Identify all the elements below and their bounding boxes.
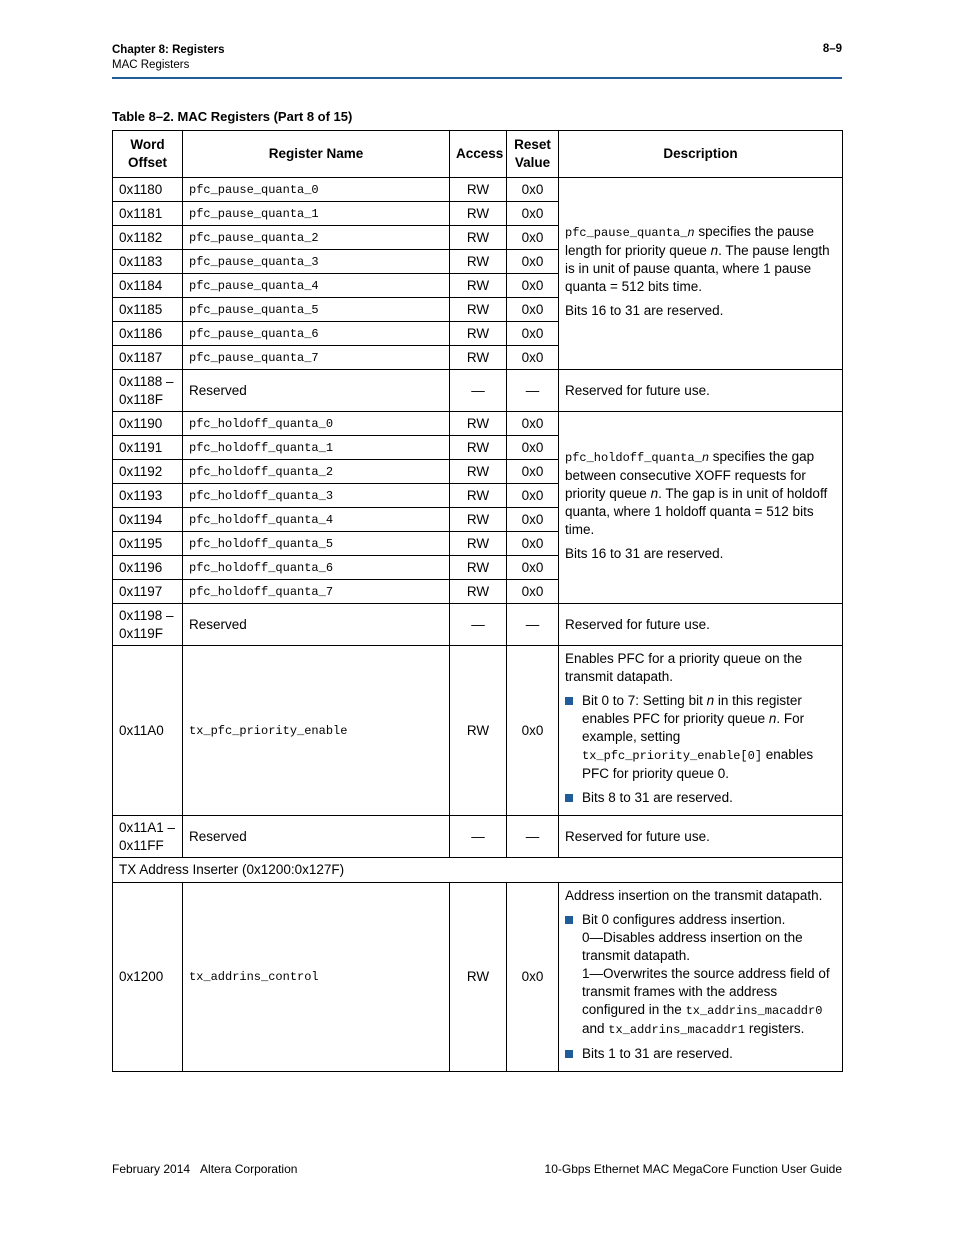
register-name: pfc_pause_quanta_0 xyxy=(183,178,450,202)
header-rule xyxy=(112,77,842,79)
code-text: pfc_pause_quanta_ xyxy=(565,226,688,240)
access: — xyxy=(450,370,507,412)
word-offset: 0x1186 xyxy=(113,322,183,346)
reset-value: — xyxy=(507,370,559,412)
register-name: pfc_holdoff_quanta_7 xyxy=(183,580,450,604)
access: RW xyxy=(450,346,507,370)
var-text: n xyxy=(710,243,719,258)
register-name: Reserved xyxy=(183,604,450,646)
footer-company: Altera Corporation xyxy=(200,1162,298,1176)
table-row xyxy=(113,412,843,436)
reset-value: — xyxy=(507,604,559,646)
description-pfc-pause-quanta xyxy=(559,178,843,370)
desc-text: 0—Disables address insertion on the transmit datapath. xyxy=(582,930,803,963)
register-name: Reserved xyxy=(183,816,450,858)
word-offset: 0x1191 xyxy=(113,436,183,460)
reset-value: 0x0 xyxy=(507,322,559,346)
register-name: pfc_pause_quanta_7 xyxy=(183,346,450,370)
desc-text: and xyxy=(582,1021,609,1036)
reset-value: 0x0 xyxy=(507,532,559,556)
word-offset: 0x1185 xyxy=(113,298,183,322)
reset-value: 0x0 xyxy=(507,202,559,226)
col-header-reset-value: Reset Value xyxy=(507,131,559,178)
table-row xyxy=(113,370,843,412)
access: — xyxy=(450,816,507,858)
access: RW xyxy=(450,412,507,436)
desc-text: Bit 0 to 7: Setting bit xyxy=(582,693,707,708)
reset-value: 0x0 xyxy=(507,556,559,580)
var-text: n xyxy=(687,226,695,240)
description-pfc-holdoff-quanta xyxy=(559,412,843,604)
word-offset: 0x1197 xyxy=(113,580,183,604)
reset-value: — xyxy=(507,816,559,858)
desc-text: registers. xyxy=(745,1021,805,1036)
access: RW xyxy=(450,250,507,274)
footer-date: February 2014 xyxy=(112,1162,191,1176)
desc-text: Bits 16 to 31 are reserved. xyxy=(565,303,724,318)
square-bullet-icon xyxy=(565,1050,573,1058)
col-header-word-offset: Word Offset xyxy=(113,131,183,178)
word-offset: 0x1187 xyxy=(113,346,183,370)
var-text: n xyxy=(768,711,777,726)
code-text: pfc_holdoff_quanta_ xyxy=(565,451,702,465)
word-offset: 0x1188 – 0x118F xyxy=(113,370,183,412)
footer-left xyxy=(112,1162,297,1176)
register-name: tx_pfc_priority_enable xyxy=(183,646,450,816)
reset-value: 0x0 xyxy=(507,250,559,274)
desc-text: Bits 1 to 31 are reserved. xyxy=(582,1046,733,1061)
mac-registers-table xyxy=(112,130,843,1072)
desc-text: specifies the gap between consecutive XOFF requests for priority queue xyxy=(565,449,815,501)
word-offset: 0x1182 xyxy=(113,226,183,250)
col-header-register-name: Register Name xyxy=(183,131,450,178)
word-offset: 0x1194 xyxy=(113,508,183,532)
register-name: pfc_pause_quanta_2 xyxy=(183,226,450,250)
word-offset: 0x1200 xyxy=(113,883,183,1072)
reset-value: 0x0 xyxy=(507,178,559,202)
code-text: tx_pfc_priority_enable[0] xyxy=(582,749,763,763)
access: RW xyxy=(450,436,507,460)
word-offset: 0x1198 – 0x119F xyxy=(113,604,183,646)
footer-title: 10-Gbps Ethernet MAC MegaCore Function User Guide xyxy=(544,1162,842,1176)
word-offset: 0x11A0 xyxy=(113,646,183,816)
var-text: n xyxy=(650,486,659,501)
word-offset: 0x1180 xyxy=(113,178,183,202)
square-bullet-icon xyxy=(565,916,573,924)
code-text: tx_addrins_macaddr1 xyxy=(608,1023,746,1037)
register-name: pfc_holdoff_quanta_6 xyxy=(183,556,450,580)
reset-value: 0x0 xyxy=(507,226,559,250)
desc-text: Bits 8 to 31 are reserved. xyxy=(582,790,733,805)
table-row xyxy=(113,178,843,202)
reset-value: 0x0 xyxy=(507,484,559,508)
table-row xyxy=(113,816,843,858)
access: RW xyxy=(450,322,507,346)
register-name: pfc_pause_quanta_4 xyxy=(183,274,450,298)
desc-text: . The gap is in unit of holdoff quanta, where 1 holdoff quanta = 512 bits time. xyxy=(565,486,828,537)
word-offset: 0x1183 xyxy=(113,250,183,274)
register-name: pfc_pause_quanta_6 xyxy=(183,322,450,346)
square-bullet-icon xyxy=(565,794,573,802)
word-offset: 0x1190 xyxy=(113,412,183,436)
description-tx-pfc-priority-enable xyxy=(559,646,843,816)
desc-text: Address insertion on the transmit datapath. xyxy=(565,888,823,903)
desc-text: Bit 0 configures address insertion. xyxy=(582,912,786,927)
desc-text: specifies the pause length for priority queue xyxy=(565,224,814,258)
table-row xyxy=(113,883,843,1072)
list-item xyxy=(565,692,836,783)
word-offset: 0x11A1 – 0x11FF xyxy=(113,816,183,858)
chapter-title: Chapter 8: Registers xyxy=(112,44,225,56)
running-header xyxy=(112,43,224,73)
access: RW xyxy=(450,460,507,484)
register-name: pfc_holdoff_quanta_3 xyxy=(183,484,450,508)
description: Reserved for future use. xyxy=(559,370,843,412)
reset-value: 0x0 xyxy=(507,274,559,298)
access: RW xyxy=(450,532,507,556)
reset-value: 0x0 xyxy=(507,436,559,460)
square-bullet-icon xyxy=(565,697,573,705)
register-name: pfc_holdoff_quanta_4 xyxy=(183,508,450,532)
access: RW xyxy=(450,646,507,816)
word-offset: 0x1195 xyxy=(113,532,183,556)
reset-value: 0x0 xyxy=(507,460,559,484)
access: — xyxy=(450,604,507,646)
desc-text: Bits 16 to 31 are reserved. xyxy=(565,546,724,561)
section-title: MAC Registers xyxy=(112,59,190,71)
reset-value: 0x0 xyxy=(507,412,559,436)
word-offset: 0x1196 xyxy=(113,556,183,580)
col-header-description: Description xyxy=(559,131,843,178)
register-name: pfc_holdoff_quanta_0 xyxy=(183,412,450,436)
reset-value: 0x0 xyxy=(507,508,559,532)
access: RW xyxy=(450,508,507,532)
table-row xyxy=(113,646,843,816)
list-item xyxy=(565,789,836,807)
access: RW xyxy=(450,883,507,1072)
page-number: 8–9 xyxy=(822,43,842,55)
reset-value: 0x0 xyxy=(507,883,559,1072)
desc-text: . The pause length is in unit of pause quanta, where 1 pause quanta = 512 bits time. xyxy=(565,243,830,294)
desc-text: 1—Overwrites the source address field of transmit frames with the address configured in the xyxy=(582,966,830,1017)
description: Reserved for future use. xyxy=(559,604,843,646)
word-offset: 0x1181 xyxy=(113,202,183,226)
register-name: pfc_holdoff_quanta_1 xyxy=(183,436,450,460)
list-item xyxy=(565,911,836,1039)
section-label: TX Address Inserter (0x1200:0x127F) xyxy=(113,858,843,883)
list-item xyxy=(565,1045,836,1063)
code-text: tx_addrins_macaddr0 xyxy=(685,1004,823,1018)
access: RW xyxy=(450,484,507,508)
access: RW xyxy=(450,298,507,322)
table-row xyxy=(113,604,843,646)
register-name: pfc_pause_quanta_5 xyxy=(183,298,450,322)
word-offset: 0x1192 xyxy=(113,460,183,484)
bullet-list xyxy=(565,692,836,807)
access: RW xyxy=(450,556,507,580)
access: RW xyxy=(450,580,507,604)
access: RW xyxy=(450,202,507,226)
register-name: pfc_pause_quanta_1 xyxy=(183,202,450,226)
table-caption: Table 8–2. MAC Registers (Part 8 of 15) xyxy=(112,109,353,124)
access: RW xyxy=(450,274,507,298)
register-name: tx_addrins_control xyxy=(183,883,450,1072)
register-name: Reserved xyxy=(183,370,450,412)
register-name: pfc_holdoff_quanta_5 xyxy=(183,532,450,556)
register-name: pfc_holdoff_quanta_2 xyxy=(183,460,450,484)
description: Reserved for future use. xyxy=(559,816,843,858)
word-offset: 0x1184 xyxy=(113,274,183,298)
reset-value: 0x0 xyxy=(507,298,559,322)
desc-text: in this register enables PFC for priority queue xyxy=(582,693,802,726)
description-tx-addrins-control xyxy=(559,883,843,1072)
reset-value: 0x0 xyxy=(507,346,559,370)
section-row xyxy=(113,858,843,883)
desc-text: Enables PFC for a priority queue on the transmit datapath. xyxy=(565,651,803,684)
reset-value: 0x0 xyxy=(507,580,559,604)
reset-value: 0x0 xyxy=(507,646,559,816)
word-offset: 0x1193 xyxy=(113,484,183,508)
register-name: pfc_pause_quanta_3 xyxy=(183,250,450,274)
desc-text: enables PFC for priority queue 0. xyxy=(582,747,814,781)
desc-text: . For example, setting xyxy=(582,711,805,744)
var-text: n xyxy=(701,451,710,465)
bullet-list xyxy=(565,911,836,1063)
access: RW xyxy=(450,178,507,202)
access: RW xyxy=(450,226,507,250)
var-text: n xyxy=(706,693,715,708)
col-header-access: Access xyxy=(450,131,507,178)
